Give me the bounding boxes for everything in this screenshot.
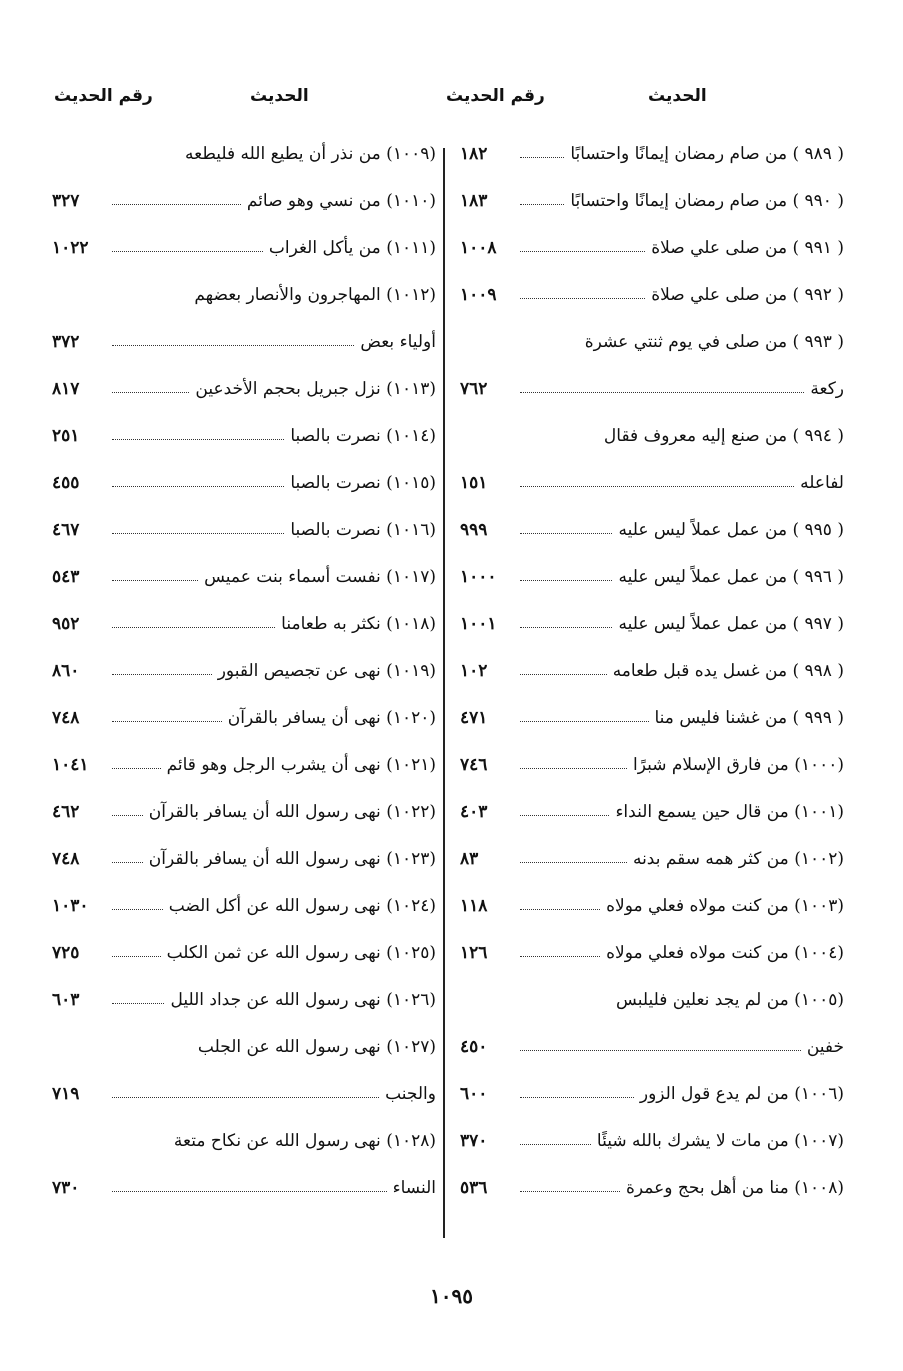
index-entry: [52, 647, 436, 694]
hadith-text: (١٠١٨) نكثر به طعامنا: [281, 613, 436, 634]
hadith-text: ( ٩٩٣ ) من صلى في يوم ثنتي عشرة: [584, 331, 844, 352]
leader-dots: [112, 533, 284, 534]
index-entry: [52, 130, 436, 177]
hadith-text: (١٠٠٦) من لم يدع قول الزور: [639, 1083, 844, 1104]
hadith-text: ( ٩٩٥ ) من عمل عملاً ليس عليه: [618, 519, 844, 540]
hadith-text: أولياء بعض: [360, 331, 436, 352]
index-entry: [52, 1117, 436, 1164]
leader-dots: [520, 862, 627, 863]
hadith-text: (١٠٠٤) من كنت مولاه فعلي مولاه: [606, 942, 844, 963]
index-entry: [460, 177, 844, 224]
leader-dots: [112, 627, 275, 628]
leader-dots: [520, 533, 612, 534]
leader-dots: [520, 956, 600, 957]
index-entry: [460, 318, 844, 365]
hadith-text: (١٠١٤) نصرت بالصبا: [290, 425, 436, 446]
index-entry: [52, 177, 436, 224]
hadith-text: ( ٩٨٩ ) من صام رمضان إيمانًا واحتسابًا: [570, 143, 844, 164]
hadith-text: (١٠٢٢) نهى رسول الله أن يسافر بالقرآن: [148, 801, 436, 822]
hadith-text: (١٠١٦) نصرت بالصبا: [290, 519, 436, 540]
hadith-text: (١٠٠٥) من لم يجد نعلين فليلبس: [616, 989, 844, 1010]
hadith-text: (١٠١١) من يأكل الغراب: [268, 237, 436, 258]
leader-dots: [520, 392, 804, 393]
column-divider: [443, 148, 445, 1238]
index-entry: [52, 412, 436, 459]
leader-dots: [520, 674, 607, 675]
hadith-text: (١٠١٩) نهى عن تجصيص القبور: [217, 660, 436, 681]
hadith-number: ١٨٢: [460, 143, 488, 164]
hadith-number: ١٠٠٠: [460, 566, 497, 587]
leader-dots: [112, 862, 143, 863]
hadith-number: ١٥١: [460, 472, 488, 493]
hadith-text: (١٠٠٩) من نذر أن يطيع الله فليطعه: [185, 143, 436, 164]
hadith-text: (١٠٠١) من قال حين يسمع النداء: [615, 801, 844, 822]
index-entry: [460, 647, 844, 694]
leader-dots: [112, 674, 212, 675]
leader-dots: [520, 298, 645, 299]
leader-dots: [112, 909, 163, 910]
index-entry: [52, 882, 436, 929]
index-entry: [52, 224, 436, 271]
index-entry: [52, 318, 436, 365]
hadith-number: ٦٠٠: [460, 1083, 488, 1104]
leader-dots: [520, 486, 794, 487]
hadith-number: ٤٧١: [460, 707, 488, 728]
hadith-text: ( ٩٩٠ ) من صام رمضان إيمانًا واحتسابًا: [570, 190, 844, 211]
hadith-number: ٣٧٢: [52, 331, 80, 352]
hadith-number: ١٠٠٨: [460, 237, 497, 258]
index-entry: [460, 600, 844, 647]
leader-dots: [520, 1050, 801, 1051]
hadith-number: ٨١٧: [52, 378, 80, 399]
hadith-text: (١٠٢٣) نهى رسول الله أن يسافر بالقرآن: [148, 848, 436, 869]
hadith-text: (١٠١٥) نصرت بالصبا: [290, 472, 436, 493]
leader-dots: [520, 1191, 620, 1192]
hadith-number: ٧٦٢: [460, 378, 488, 399]
index-entry: [52, 835, 436, 882]
index-entry: [460, 882, 844, 929]
hadith-number: ٧٤٨: [52, 848, 80, 869]
leader-dots: [520, 721, 649, 722]
index-entry: [460, 553, 844, 600]
hadith-number: ٥٣٦: [460, 1177, 488, 1198]
right-column-title-header: الحديث: [648, 86, 707, 106]
index-entry: [52, 694, 436, 741]
hadith-text: ( ٩٩٢ ) من صلى علي صلاة: [651, 284, 844, 305]
hadith-number: ٥٤٣: [52, 566, 80, 587]
index-entry: [460, 459, 844, 506]
hadith-text: والجنب: [385, 1083, 436, 1104]
hadith-number: ٤٦٧: [52, 519, 80, 540]
leader-dots: [112, 956, 161, 957]
index-entry: [460, 1164, 844, 1211]
index-entry: [460, 788, 844, 835]
hadith-number: ١٨٣: [460, 190, 488, 211]
hadith-text: (١٠٠٨) منا من أهل بحج وعمرة: [626, 1177, 844, 1198]
hadith-text: (١٠٢٨) نهى رسول الله عن نكاح متعة: [173, 1130, 436, 1151]
right-index-column: [460, 130, 844, 1211]
hadith-number: ٢٥١: [52, 425, 80, 446]
hadith-text: (١٠٠٢) من كثر همه سقم بدنه: [632, 848, 844, 869]
index-entry: [52, 929, 436, 976]
hadith-text: (١٠٠٧) من مات لا يشرك بالله شيئًا: [596, 1130, 844, 1151]
hadith-number: ١٠٣٠: [52, 895, 89, 916]
index-entry: [52, 1023, 436, 1070]
leader-dots: [520, 909, 600, 910]
left-index-column: [52, 130, 436, 1211]
hadith-text: (١٠٢٦) نهى رسول الله عن جداد الليل: [170, 989, 436, 1010]
index-entry: [460, 506, 844, 553]
leader-dots: [112, 815, 143, 816]
hadith-text: (١٠٢٠) نهى أن يسافر بالقرآن: [227, 707, 436, 728]
index-entry: [52, 271, 436, 318]
index-entry: [52, 459, 436, 506]
leader-dots: [520, 768, 627, 769]
hadith-number: ٦٠٣: [52, 989, 80, 1010]
leader-dots: [112, 1191, 387, 1192]
hadith-text: (١٠١٢) المهاجرون والأنصار بعضهم: [194, 284, 436, 305]
index-entry: [460, 741, 844, 788]
hadith-text: لفاعله: [800, 472, 844, 493]
hadith-number: ٧٢٥: [52, 942, 80, 963]
hadith-number: ١٠٠٩: [460, 284, 497, 305]
hadith-number: ٣٢٧: [52, 190, 80, 211]
hadith-number: ٧٣٠: [52, 1177, 80, 1198]
leader-dots: [112, 439, 284, 440]
hadith-text: خفين: [806, 1036, 844, 1057]
hadith-text: (١٠١٠) من نسي وهو صائم: [246, 190, 436, 211]
hadith-number: ٧٤٦: [460, 754, 488, 775]
hadith-number: ٨٣: [460, 848, 479, 869]
left-column-title-header: الحديث: [250, 86, 309, 106]
hadith-text: (١٠٢١) نهى أن يشرب الرجل وهو قائم: [166, 754, 436, 775]
leader-dots: [112, 392, 189, 393]
hadith-number: ٨٦٠: [52, 660, 80, 681]
hadith-number: ٤٥٥: [52, 472, 80, 493]
hadith-text: (١٠١٧) نفست أسماء بنت عميس: [204, 566, 436, 587]
hadith-number: ٧٤٨: [52, 707, 80, 728]
hadith-number: ٩٩٩: [460, 519, 488, 540]
index-entry: [52, 1164, 436, 1211]
hadith-number: ٣٧٠: [460, 1130, 488, 1151]
hadith-text: (١٠٠٠) من فارق الإسلام شبرًا: [633, 754, 844, 775]
hadith-text: (١٠٢٤) نهى رسول الله عن أكل الضب: [168, 895, 436, 916]
index-entry: [460, 835, 844, 882]
leader-dots: [112, 1003, 164, 1004]
hadith-text: (١٠٠٣) من كنت مولاه فعلي مولاه: [606, 895, 844, 916]
hadith-text: ( ٩٩٨ ) من غسل يده قبل طعامه: [612, 660, 844, 681]
hadith-text: (١٠٢٧) نهى رسول الله عن الجلب: [197, 1036, 436, 1057]
hadith-number: ١٢٦: [460, 942, 488, 963]
leader-dots: [112, 1097, 379, 1098]
index-entry: [460, 976, 844, 1023]
leader-dots: [520, 251, 645, 252]
hadith-number: ١٠٢٢: [52, 237, 89, 258]
index-entry: [460, 1070, 844, 1117]
hadith-number: ٩٥٢: [52, 613, 80, 634]
index-entry: [52, 741, 436, 788]
hadith-text: (١٠٢٥) نهى رسول الله عن ثمن الكلب: [166, 942, 436, 963]
hadith-text: ( ٩٩١ ) من صلى علي صلاة: [651, 237, 844, 258]
hadith-text: ( ٩٩٦ ) من عمل عملاً ليس عليه: [618, 566, 844, 587]
leader-dots: [112, 580, 198, 581]
leader-dots: [520, 580, 612, 581]
leader-dots: [520, 815, 609, 816]
index-entry: [460, 271, 844, 318]
index-entry: [52, 788, 436, 835]
leader-dots: [520, 157, 564, 158]
index-entry: [52, 506, 436, 553]
hadith-number: ١٠٤١: [52, 754, 89, 775]
leader-dots: [112, 721, 222, 722]
leader-dots: [520, 204, 564, 205]
leader-dots: [520, 1097, 634, 1098]
index-entry: [52, 1070, 436, 1117]
hadith-number: ١٠٠١: [460, 613, 497, 634]
right-column-number-header: رقم الحديث: [446, 86, 545, 106]
index-entry: [460, 130, 844, 177]
index-entry: [460, 1117, 844, 1164]
leader-dots: [112, 486, 284, 487]
index-entry: [52, 600, 436, 647]
index-entry: [460, 694, 844, 741]
hadith-number: ٤٦٢: [52, 801, 80, 822]
index-entry: [52, 976, 436, 1023]
leader-dots: [112, 251, 263, 252]
hadith-text: (١٠١٣) نزل جبريل بحجم الأخدعين: [195, 378, 436, 399]
hadith-number: ٧١٩: [52, 1083, 80, 1104]
hadith-number: ١٠٢: [460, 660, 488, 681]
hadith-text: ( ٩٩٧ ) من عمل عملاً ليس عليه: [618, 613, 844, 634]
hadith-text: ( ٩٩٤ ) من صنع إليه معروف فقال: [603, 425, 844, 446]
leader-dots: [112, 345, 354, 346]
index-entry: [460, 412, 844, 459]
hadith-text: النساء: [392, 1177, 436, 1198]
index-entry: [460, 224, 844, 271]
hadith-text: ركعة: [810, 378, 844, 399]
leader-dots: [112, 204, 241, 205]
index-entry: [52, 365, 436, 412]
page-number: ١٠٩٥: [430, 1284, 473, 1308]
hadith-number: ٤٥٠: [460, 1036, 488, 1057]
hadith-number: ١١٨: [460, 895, 488, 916]
hadith-number: ٤٠٣: [460, 801, 488, 822]
leader-dots: [112, 768, 161, 769]
leader-dots: [520, 1144, 591, 1145]
index-entry: [52, 553, 436, 600]
left-column-number-header: رقم الحديث: [54, 86, 153, 106]
index-entry: [460, 365, 844, 412]
hadith-text: ( ٩٩٩ ) من غشنا فليس منا: [654, 707, 844, 728]
leader-dots: [520, 627, 612, 628]
index-entry: [460, 1023, 844, 1070]
index-entry: [460, 929, 844, 976]
